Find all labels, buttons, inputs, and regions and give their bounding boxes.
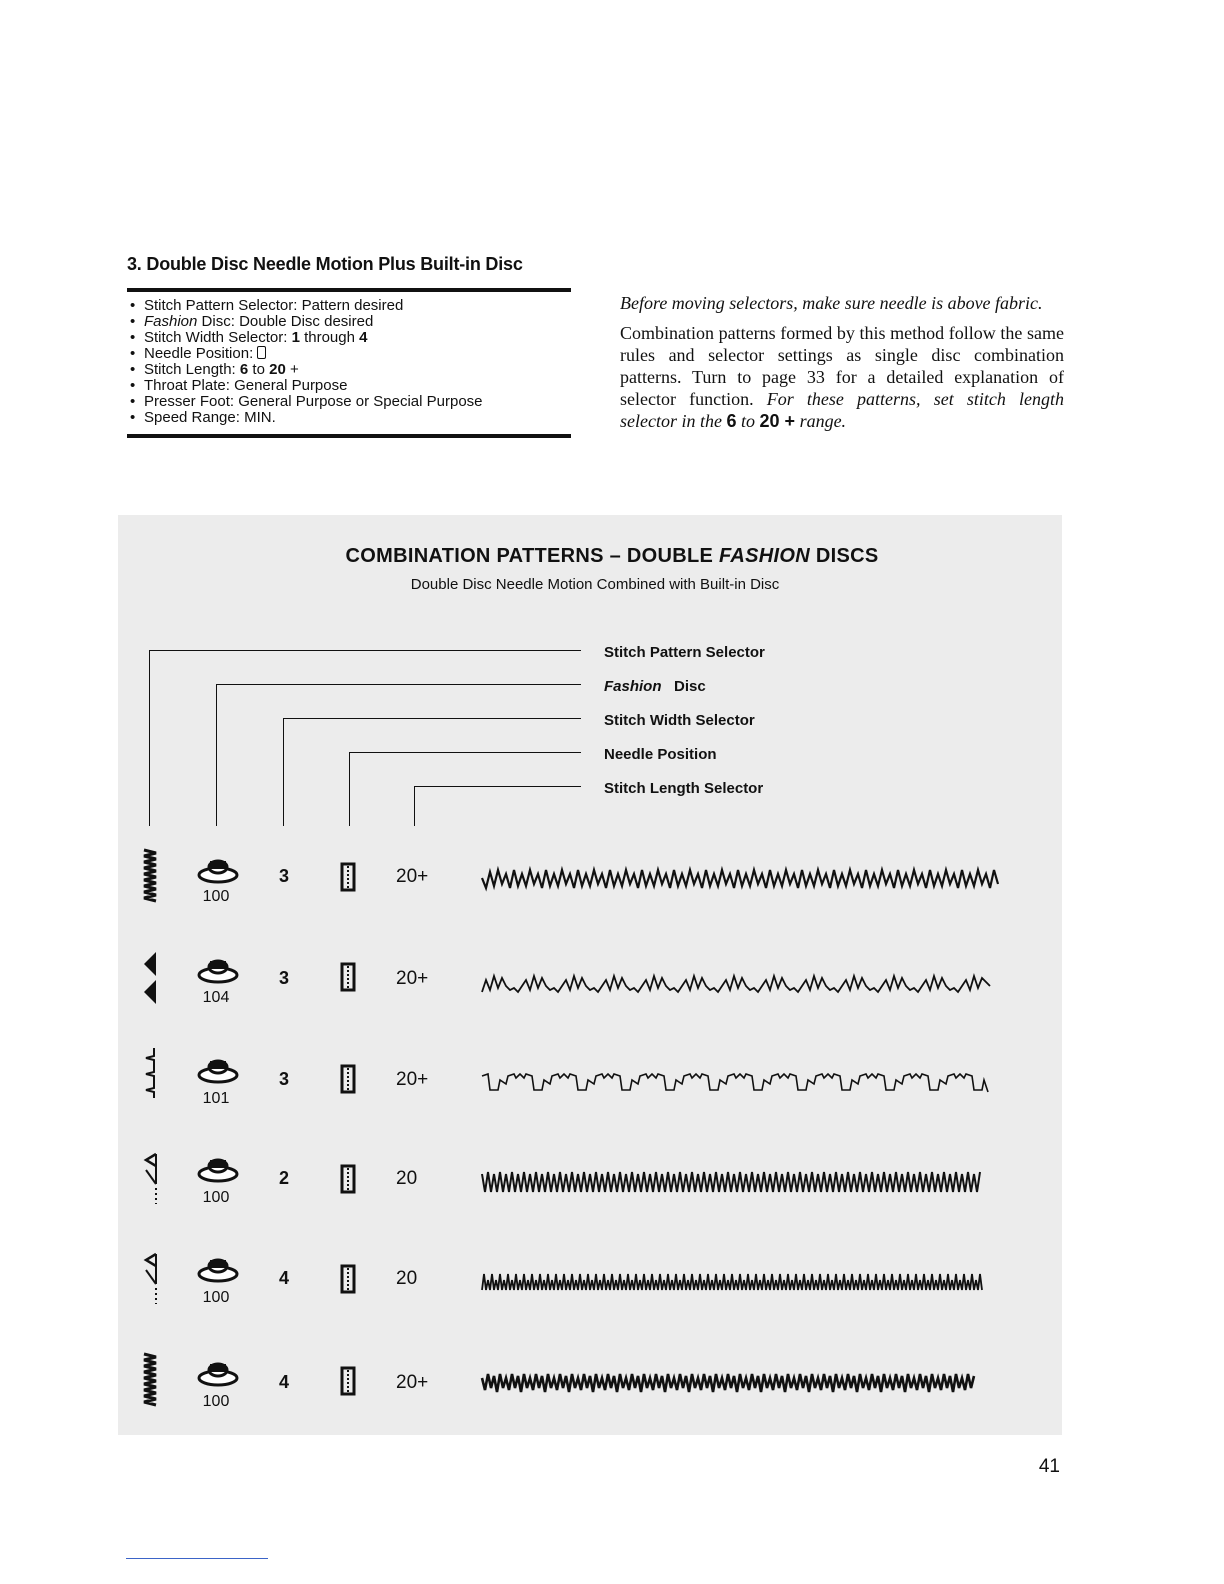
zigzag-pattern-icon bbox=[140, 848, 160, 904]
leader-line-width bbox=[283, 718, 581, 719]
leader-line-pattern bbox=[149, 650, 581, 651]
length-value: 20 bbox=[396, 1268, 418, 1289]
needle-position-icon bbox=[340, 1264, 356, 1294]
length-value: 20 bbox=[396, 1168, 418, 1189]
length-value: 20+ bbox=[396, 1372, 429, 1393]
fashion-disc-icon bbox=[196, 953, 240, 985]
leader-drop-width bbox=[283, 718, 284, 826]
needle-position-icon bbox=[340, 962, 356, 992]
arrow-pattern-icon bbox=[140, 1250, 160, 1306]
needle-position-icon bbox=[257, 346, 266, 359]
spec-speed-range: • Speed Range: MIN. bbox=[128, 410, 483, 426]
stitch-sample-wave-peaks bbox=[480, 966, 1000, 1002]
length-value: 20+ bbox=[396, 866, 429, 887]
fashion-disc-icon bbox=[196, 853, 240, 885]
leader-drop-length bbox=[414, 786, 415, 826]
width-value: 2 bbox=[278, 1168, 289, 1188]
figure-subtitle: Double Disc Needle Motion Combined with Built-in Disc bbox=[410, 576, 780, 593]
page-number: 41 bbox=[1038, 1456, 1060, 1477]
length-value: 20+ bbox=[396, 968, 429, 989]
leader-line-needle bbox=[349, 752, 581, 753]
stitch-sample-dense-zigzag-wide bbox=[480, 1366, 1000, 1402]
needle-position-icon bbox=[340, 1164, 356, 1194]
disc-number: 101 bbox=[202, 1090, 230, 1107]
section-title: 3. Double Disc Needle Motion Plus Built-in Disc bbox=[127, 254, 523, 274]
width-value: 3 bbox=[278, 968, 289, 988]
label-stitch-length-selector: Stitch Length Selector bbox=[604, 780, 764, 797]
disc-number: 100 bbox=[202, 1289, 230, 1306]
figure-title: COMBINATION PATTERNS – DOUBLE FASHION DISCS bbox=[345, 545, 879, 567]
disc-number: 104 bbox=[202, 989, 230, 1006]
label-stitch-width-selector: Stitch Width Selector bbox=[604, 712, 755, 729]
spec-throat-plate: • Throat Plate: General Purpose bbox=[128, 378, 483, 394]
disc-number: 100 bbox=[202, 888, 230, 905]
needle-position-icon bbox=[340, 862, 356, 892]
bottom-rule bbox=[127, 434, 571, 438]
label-fashion-disc: Fashion Disc bbox=[604, 678, 706, 695]
fashion-disc-icon bbox=[196, 1053, 240, 1085]
stitch-sample-scallop bbox=[480, 1064, 1000, 1100]
leader-line-length bbox=[414, 786, 581, 787]
disc-number: 100 bbox=[202, 1393, 230, 1410]
fashion-disc-icon bbox=[196, 1152, 240, 1184]
stitch-sample-dense-zigzag bbox=[480, 864, 1000, 900]
spec-stitch-pattern: • Stitch Pattern Selector: Pattern desired bbox=[128, 298, 483, 314]
label-stitch-pattern-selector: Stitch Pattern Selector bbox=[604, 644, 765, 661]
width-value: 4 bbox=[278, 1268, 289, 1288]
fashion-disc-icon bbox=[196, 1356, 240, 1388]
leader-line-disc bbox=[216, 684, 581, 685]
top-rule bbox=[127, 288, 571, 292]
blind-stitch-pattern-icon bbox=[140, 1044, 160, 1100]
fashion-disc-icon bbox=[196, 1252, 240, 1284]
zigzag-pattern-icon bbox=[140, 1352, 160, 1408]
leader-drop-pattern bbox=[149, 650, 150, 826]
stitch-sample-bar-zigzag bbox=[480, 1264, 1000, 1300]
stitch-sample-regular-zigzag bbox=[480, 1164, 1000, 1200]
length-value: 20+ bbox=[396, 1069, 429, 1090]
leader-drop-needle bbox=[349, 752, 350, 826]
spec-needle-position: • Needle Position: bbox=[128, 346, 483, 362]
spec-stitch-width: • Stitch Width Selector: 1 through 4 bbox=[128, 330, 483, 346]
leader-drop-disc bbox=[216, 684, 217, 826]
needle-position-icon bbox=[340, 1064, 356, 1094]
intro-paragraph: Combination patterns formed by this method follow the same rules and selector settings as single disc combination patterns. Turn to page 33 for a detailed explanation of selector function. For these patterns, set stitch length selector in the 6 to 20 + range. bbox=[620, 323, 1064, 431]
needle-position-icon bbox=[340, 1366, 356, 1396]
warning-note: Before moving selectors, make sure needle is above fabric. bbox=[620, 293, 1043, 313]
triangle-pattern-icon bbox=[140, 950, 160, 1006]
arrow-pattern-icon bbox=[140, 1150, 160, 1206]
disc-number: 100 bbox=[202, 1189, 230, 1206]
intro-text bbox=[620, 292, 1064, 440]
spec-fashion-disc: • Fashion Disc: Double Disc desired bbox=[128, 314, 483, 330]
label-needle-position: Needle Position bbox=[604, 746, 717, 763]
settings-list bbox=[128, 298, 483, 426]
width-value: 4 bbox=[278, 1372, 289, 1392]
footer-rule bbox=[126, 1558, 268, 1559]
spec-stitch-length: • Stitch Length: 6 to 20 + bbox=[128, 362, 483, 378]
spec-presser-foot: • Presser Foot: General Purpose or Special Purpose bbox=[128, 394, 483, 410]
width-value: 3 bbox=[278, 866, 289, 886]
width-value: 3 bbox=[278, 1069, 289, 1089]
